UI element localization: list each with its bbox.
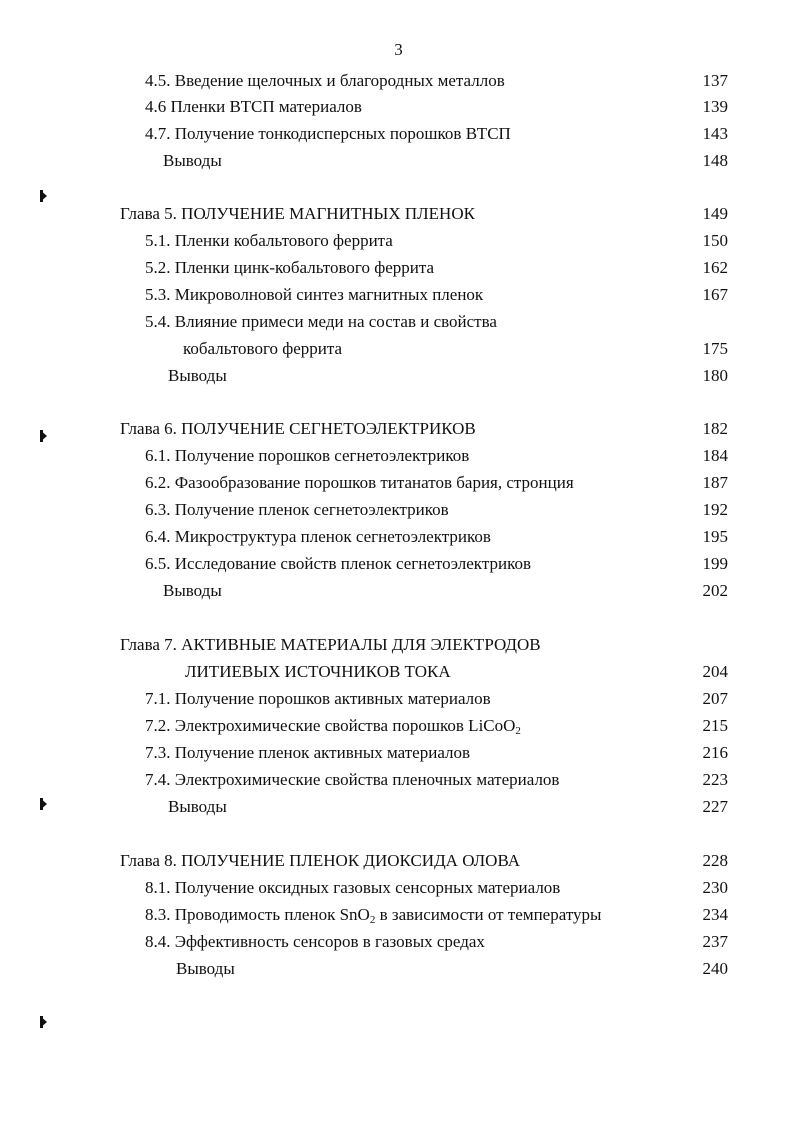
margin-mark — [40, 1016, 47, 1028]
toc-entry-title: 8.4. Эффективность сенсоров в газовых средах — [145, 932, 485, 951]
toc-entry-title: 5.4. Влияние примеси меди на состав и свойства — [145, 312, 497, 331]
toc-entry-title: Выводы — [168, 366, 227, 385]
toc-entry-page: 216 — [702, 743, 728, 762]
toc-entry-page: 202 — [702, 581, 728, 600]
toc-entry-page: 139 — [702, 97, 728, 116]
toc-entry-page: 175 — [702, 339, 728, 358]
toc-entry-title-text: 8.3. Проводимость пленок SnO — [145, 905, 370, 924]
toc-entry-page: 240 — [702, 959, 728, 978]
toc-entry-title: 4.6 Пленки ВТСП материалов — [145, 97, 362, 116]
toc-entry-title — [145, 715, 521, 737]
page-number: 3 — [394, 40, 403, 59]
toc-chapter-page: 204 — [702, 662, 728, 681]
toc-entry-page: 207 — [702, 689, 728, 708]
toc-entry-title: 4.5. Введение щелочных и благородных металлов — [145, 71, 505, 90]
toc-entry-page: 143 — [702, 124, 728, 143]
toc-entry-title: 6.2. Фазообразование порошков титанатов бария, стронция — [145, 473, 574, 492]
toc-entry-title-continued: кобальтового феррита — [183, 339, 343, 358]
toc-chapter-title: Глава 5. ПОЛУЧЕНИЕ МАГНИТНЫХ ПЛЕНОК — [120, 204, 475, 223]
toc-entry-title: Выводы — [176, 959, 235, 978]
toc-entry-title-text: 7.2. Электрохимические свойства порошков LiCoO — [145, 716, 516, 735]
toc-entry-title: 8.1. Получение оксидных газовых сенсорных материалов — [145, 878, 561, 897]
toc-entry-page: 215 — [702, 716, 728, 735]
toc-entry-page: 199 — [702, 554, 728, 573]
toc-chapter-title-continued: ЛИТИЕВЫХ ИСТОЧНИКОВ ТОКА — [185, 662, 451, 681]
toc-chapter-page: 228 — [702, 851, 728, 870]
toc-entry-title: 7.4. Электрохимические свойства пленочных материалов — [145, 770, 560, 789]
toc-entry-page: 187 — [702, 473, 728, 492]
toc-entry-title — [145, 904, 601, 926]
toc-entry-page: 137 — [702, 71, 728, 90]
toc-entry-title-text-post: в зависимости от температуры — [375, 905, 602, 924]
toc-chapter-title: Глава 6. ПОЛУЧЕНИЕ СЕГНЕТОЭЛЕКТРИКОВ — [120, 419, 476, 438]
subscript: 2 — [369, 914, 376, 926]
margin-mark — [40, 430, 47, 442]
toc-entry-page: 227 — [702, 797, 728, 816]
toc-entry-title: 6.3. Получение пленок сегнетоэлектриков — [145, 500, 449, 519]
toc-entry-page: 234 — [702, 905, 728, 924]
toc-entry-page: 148 — [702, 151, 728, 170]
toc-entry-title: 4.7. Получение тонкодисперсных порошков ВТСП — [145, 124, 511, 143]
toc-entry-title: 5.1. Пленки кобальтового феррита — [145, 231, 393, 250]
toc-entry-title: 7.1. Получение порошков активных материалов — [145, 689, 491, 708]
subscript: 2 — [515, 725, 521, 737]
toc-entry-title: Выводы — [163, 581, 222, 600]
toc-entry-title: 7.3. Получение пленок активных материалов — [145, 743, 471, 762]
toc-entry-title: 6.4. Микроструктура пленок сегнетоэлектриков — [145, 527, 491, 546]
toc-chapter-title: Глава 8. ПОЛУЧЕНИЕ ПЛЕНОК ДИОКСИДА ОЛОВА — [120, 851, 520, 870]
toc-entry-page: 237 — [702, 932, 728, 951]
toc-entry-title: Выводы — [168, 797, 227, 816]
toc-entry-title: 6.5. Исследование свойств пленок сегнетоэлектриков — [145, 554, 531, 573]
margin-mark — [40, 798, 47, 810]
toc-entry-page: 162 — [702, 258, 728, 277]
toc-entry-page: 150 — [702, 231, 728, 250]
toc-entry-page: 195 — [702, 527, 728, 546]
toc-entry-page: 180 — [702, 366, 728, 385]
toc-chapter-page: 182 — [702, 419, 728, 438]
margin-mark — [40, 190, 47, 202]
toc-chapter-page: 149 — [702, 204, 728, 223]
toc-entry-page: 167 — [702, 285, 728, 304]
toc-entry-page: 192 — [702, 500, 728, 519]
toc-entry-page: 184 — [702, 446, 728, 465]
toc-entry-page: 223 — [702, 770, 728, 789]
toc-entry-page: 230 — [702, 878, 728, 897]
toc-chapter-title: Глава 7. АКТИВНЫЕ МАТЕРИАЛЫ ДЛЯ ЭЛЕКТРОДОВ — [120, 635, 541, 654]
toc-entry-title: 5.3. Микроволновой синтез магнитных пленок — [145, 285, 484, 304]
toc-entry-title: 6.1. Получение порошков сегнетоэлектриков — [145, 446, 470, 465]
toc-entry-title: 5.2. Пленки цинк-кобальтового феррита — [145, 258, 435, 277]
toc-entry-title: Выводы — [163, 151, 222, 170]
